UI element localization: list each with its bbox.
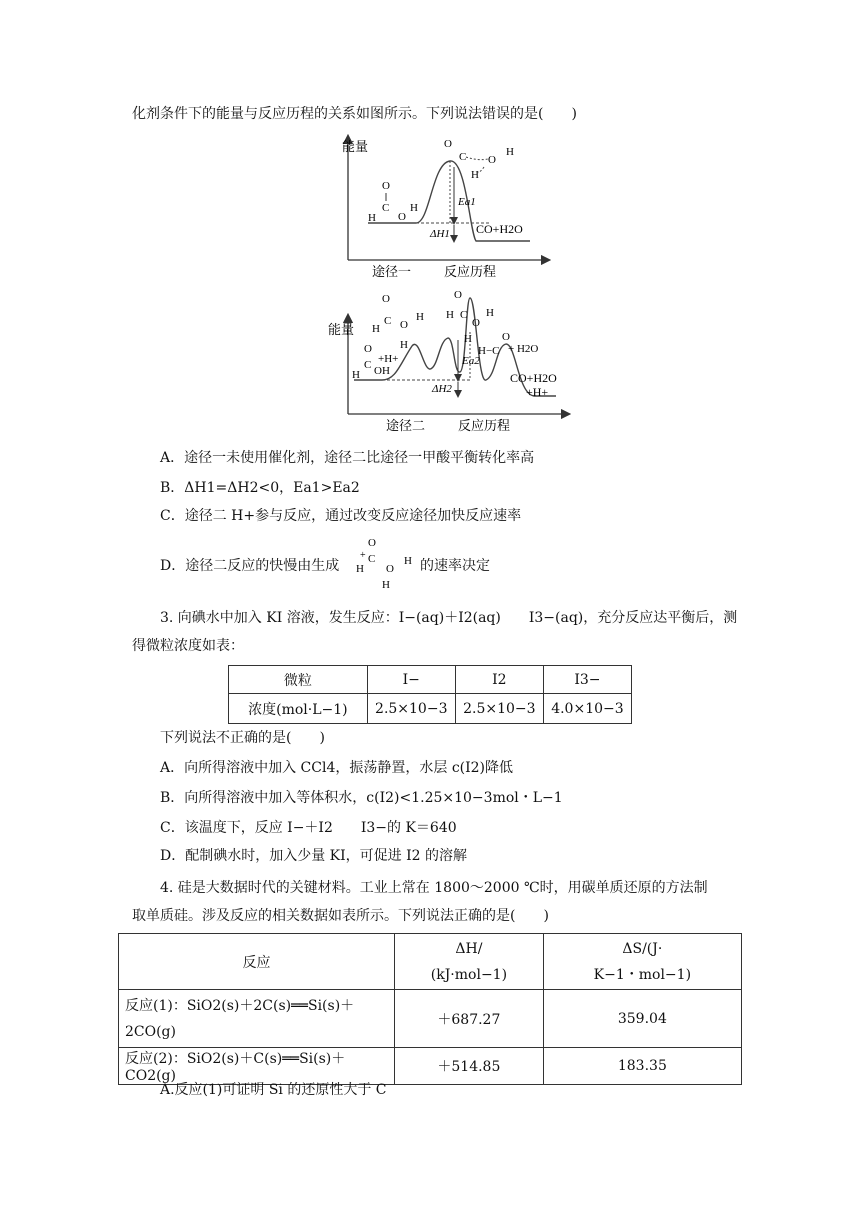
svg-text:O: O bbox=[400, 319, 408, 331]
table-cell: ＋514.85 bbox=[395, 1048, 544, 1085]
svg-text:H: H bbox=[382, 579, 390, 591]
y-axis-label-1: 能量 bbox=[342, 139, 369, 154]
table-header: I− bbox=[367, 666, 455, 694]
svg-text:H−C: H−C bbox=[478, 345, 500, 357]
table-cell: 反应(1)：SiO2(s)＋2C(s)══Si(s)＋ 2CO(g) bbox=[119, 990, 395, 1048]
intro-line: 化剂条件下的能量与反应历程的关系如图所示。下列说法错误的是( ) bbox=[132, 106, 577, 122]
svg-text:H: H bbox=[446, 309, 454, 321]
svg-text:+: + bbox=[360, 550, 366, 561]
svg-text:O: O bbox=[368, 537, 376, 549]
option-d-prefix: D．途径二反应的快慢由生成 bbox=[160, 558, 340, 574]
svg-text:H: H bbox=[356, 563, 364, 575]
svg-text:C: C bbox=[460, 309, 468, 321]
table-header: ΔS/(J· K−1・mol−1) bbox=[543, 934, 741, 990]
reaction-data-table bbox=[118, 933, 742, 1085]
svg-text:C: C bbox=[364, 359, 372, 371]
product-label-1: CO+H2O bbox=[476, 222, 523, 236]
svg-text:H: H bbox=[404, 555, 412, 567]
h2o-label: + H2O bbox=[508, 343, 539, 355]
svg-text:H: H bbox=[352, 369, 360, 381]
q3-option-c: C．该温度下，反应 I−＋I2 I3−的 K＝640 bbox=[160, 820, 457, 836]
option-b: B．ΔH1=ΔH2<0，Ea1>Ea2 bbox=[160, 480, 360, 496]
option-c: C．途径二 H+参与反应，通过改变反应途径加快反应速率 bbox=[160, 508, 522, 524]
y-axis-label-2: 能量 bbox=[328, 322, 355, 337]
table-cell: 浓度(mol·L−1) bbox=[229, 694, 368, 724]
svg-text:O: O bbox=[382, 180, 390, 192]
option-d-suffix: 的速率决定 bbox=[420, 558, 490, 574]
table-cell: 359.04 bbox=[543, 990, 741, 1048]
svg-text:OH: OH bbox=[374, 365, 390, 377]
q4-stem-line2: 取单质硅。涉及反应的相关数据如表所示。下列说法正确的是( ) bbox=[132, 908, 549, 924]
q3-stem-line2: 得微粒浓度如表： bbox=[132, 638, 244, 654]
x-label-right-1: 反应历程 bbox=[444, 264, 497, 279]
carbocation-structure bbox=[354, 536, 418, 592]
q3-stem-line1: 3. 向碘水中加入 KI 溶液，发生反应：I−(aq)＋I2(aq) I3−(aq)，充分反应达平衡后，测 bbox=[160, 610, 738, 626]
svg-text:H: H bbox=[464, 333, 472, 345]
dh2-label: ΔH2 bbox=[432, 383, 452, 395]
hplus-label: +H+ bbox=[378, 353, 399, 365]
svg-text:O: O bbox=[364, 343, 372, 355]
svg-text:O: O bbox=[386, 563, 394, 575]
svg-text:O: O bbox=[444, 138, 452, 150]
table-header: ΔH/ (kJ·mol−1) bbox=[395, 934, 544, 990]
q4-option-a: A.反应(1)可证明 Si 的还原性大于 C bbox=[160, 1082, 387, 1098]
energy-diagram-path-two bbox=[320, 288, 580, 436]
q4-stem-line1: 4. 硅是大数据时代的关键材料。工业上常在 1800～2000 ℃时，用碳单质还原的方法制 bbox=[160, 880, 708, 896]
q3-option-b: B．向所得溶液中加入等体积水，c(I2)<1.25×10−3mol・L−1 bbox=[160, 790, 563, 806]
option-a: A．途径一未使用催化剂，途径二比途径一甲酸平衡转化率高 bbox=[160, 450, 535, 466]
table-cell: 2.5×10−3 bbox=[367, 694, 455, 724]
svg-text:H: H bbox=[410, 202, 418, 214]
svg-text:H: H bbox=[506, 146, 514, 158]
svg-text:O: O bbox=[472, 317, 480, 329]
svg-text:C: C bbox=[459, 151, 467, 163]
concentration-table bbox=[228, 665, 632, 724]
svg-text:H: H bbox=[486, 307, 494, 319]
svg-text:H: H bbox=[400, 339, 408, 351]
table-header: I3− bbox=[543, 666, 631, 694]
energy-diagram-path-one bbox=[320, 133, 560, 281]
svg-text:O: O bbox=[502, 331, 510, 343]
table-header: 反应 bbox=[119, 934, 395, 990]
product-label-2a: CO+H2O bbox=[510, 371, 557, 385]
table-cell: 2.5×10−3 bbox=[455, 694, 543, 724]
product-label-2b: +H+ bbox=[526, 385, 549, 399]
svg-text:H: H bbox=[416, 311, 424, 323]
table-header: 微粒 bbox=[229, 666, 368, 694]
table-cell: 4.0×10−3 bbox=[543, 694, 631, 724]
x-label-left-2: 途径二 bbox=[386, 418, 426, 433]
table-cell: 反应(2)：SiO2(s)＋C(s)══Si(s)＋CO2(g) bbox=[119, 1048, 395, 1085]
dh1-label: ΔH1 bbox=[430, 228, 450, 240]
x-label-left-1: 途径一 bbox=[372, 264, 412, 279]
ea1-label: Ea1 bbox=[458, 196, 476, 208]
svg-text:O: O bbox=[398, 211, 406, 223]
svg-text:C: C bbox=[384, 315, 392, 327]
table-cell: ＋687.27 bbox=[395, 990, 544, 1048]
q3-option-a: A．向所得溶液中加入 CCl4，振荡静置，水层 c(I2)降低 bbox=[160, 760, 514, 776]
svg-text:H: H bbox=[368, 212, 376, 224]
svg-text:C: C bbox=[368, 553, 376, 565]
q3-question: 下列说法不正确的是( ) bbox=[160, 730, 325, 746]
svg-text:O: O bbox=[488, 154, 496, 166]
q3-option-d: D．配制碘水时，加入少量 KI，可促进 I2 的溶解 bbox=[160, 848, 468, 864]
svg-text:C: C bbox=[382, 202, 390, 214]
table-header: I2 bbox=[455, 666, 543, 694]
svg-text:H: H bbox=[372, 323, 380, 335]
svg-text:O: O bbox=[454, 289, 462, 301]
x-label-right-2: 反应历程 bbox=[458, 418, 511, 433]
table-cell: 183.35 bbox=[543, 1048, 741, 1085]
svg-text:O: O bbox=[382, 293, 390, 305]
svg-text:H: H bbox=[471, 169, 479, 181]
ea2-label: Ea2 bbox=[462, 355, 480, 367]
